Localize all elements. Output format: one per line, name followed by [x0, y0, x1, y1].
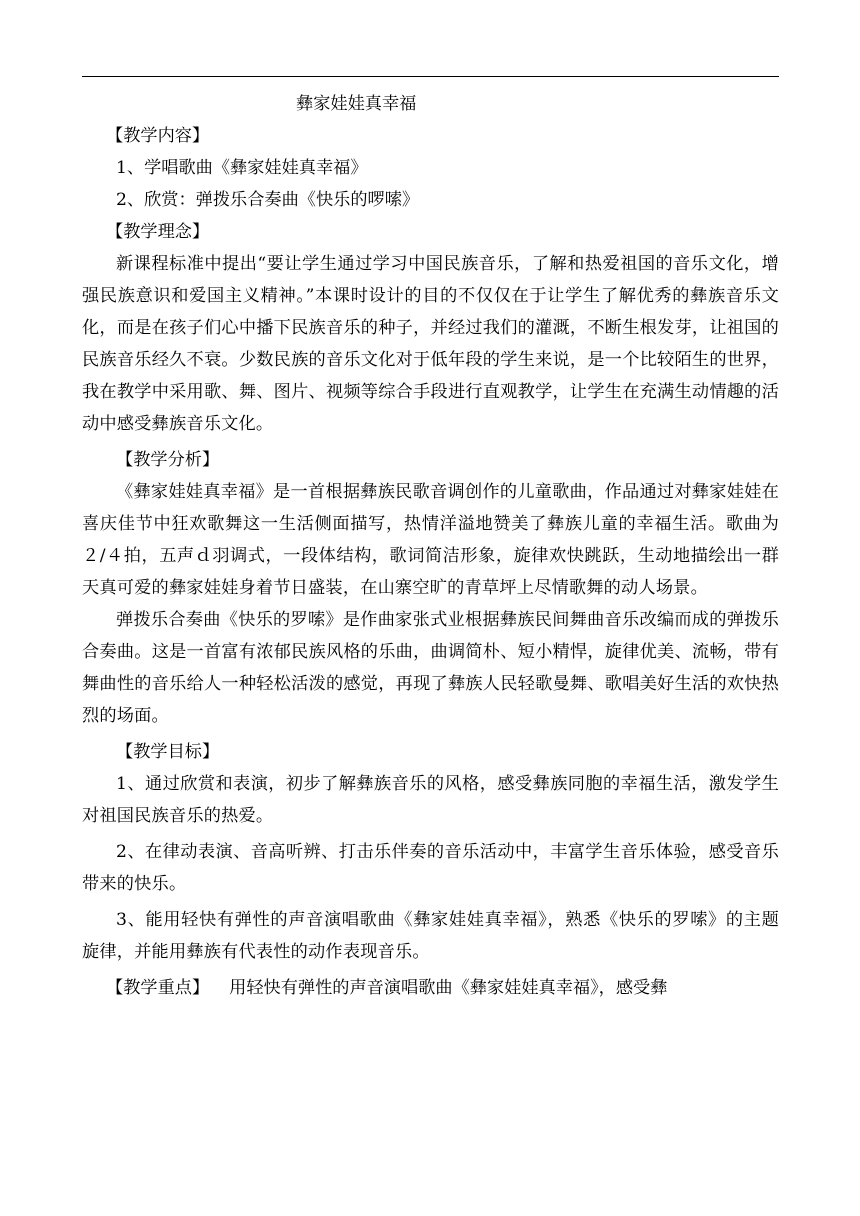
goal-paragraph: 1、通过欣赏和表演，初步了解彝族音乐的风格，感受彝族同胞的幸福生活，激发学生对祖国民族音乐的热爱。	[82, 774, 779, 826]
section-heading-content: 【教学内容】	[106, 126, 210, 146]
goal-paragraph: 3、能用轻快有弹性的声音演唱歌曲《彝家娃娃真幸福》，熟悉《快乐的罗嗦》的主题旋律，并能用彝族有代表性的动作表现音乐。	[82, 910, 779, 962]
document-body	[82, 88, 779, 1004]
key-points-text: 用轻快有弹性的声音演唱歌曲《彝家娃娃真幸福》，感受彝	[229, 978, 668, 998]
section-heading-analysis: 【教学分析】	[116, 450, 220, 470]
philosophy-paragraph: 新课程标准中提出“要让学生通过学习中国民族音乐，了解和热爱祖国的音乐文化，增强民族意识和爱国主义精神。”本课时设计的目的不仅仅在于让学生了解优秀的彝族音乐文化，而是在孩子们心中播下民族音乐的种子，并经过我们的灌溉，不断生根发芽，让祖国的民族音乐经久不衰。少数民族的音乐文化对于低年段的学生来说，是一个比较陌生的世界，我在教学中采用歌、舞、图片、视频等综合手段进行直观教学，让学生在充满生动情趣的活动中感受彝族音乐文化。	[82, 254, 779, 434]
key-points-line	[82, 972, 779, 1004]
goal-paragraph: 2、在律动表演、音高听辨、打击乐伴奏的音乐活动中，丰富学生音乐体验，感受音乐带来的快乐。	[82, 842, 779, 894]
section-heading-key: 【教学重点】	[106, 978, 210, 998]
section-heading-philosophy: 【教学理念】	[106, 222, 210, 242]
header-rule	[82, 76, 779, 77]
content-item: 2、欣赏：弹拨乐合奏曲《快乐的啰嗦》	[116, 190, 420, 210]
document-title: 彝家娃娃真幸福	[296, 94, 417, 114]
content-item: 1、学唱歌曲《彝家娃娃真幸福》	[116, 158, 368, 178]
analysis-paragraph: 《彝家娃娃真幸福》是一首根据彝族民歌音调创作的儿童歌曲，作品通过对彝家娃娃在喜庆佳节中狂欢歌舞这一生活侧面描写，热情洋溢地赞美了彝族儿童的幸福生活。歌曲为２/４拍，五声ｄ羽调式，一段体结构，歌词简洁形象，旋律欢快跳跃，生动地描绘出一群天真可爱的彝家娃娃身着节日盛装，在山寨空旷的青草坪上尽情歌舞的动人场景。	[82, 482, 779, 598]
section-heading-goals: 【教学目标】	[116, 742, 220, 762]
analysis-paragraph: 弹拨乐合奏曲《快乐的罗嗦》是作曲家张式业根据彝族民间舞曲音乐改编而成的弹拨乐合奏曲。这是一首富有浓郁民族风格的乐曲，曲调简朴、短小精悍，旋律优美、流畅，带有舞曲性的音乐给人一种轻松活泼的感觉，再现了彝族人民轻歌曼舞、歌唱美好生活的欢快热烈的场面。	[82, 610, 779, 726]
